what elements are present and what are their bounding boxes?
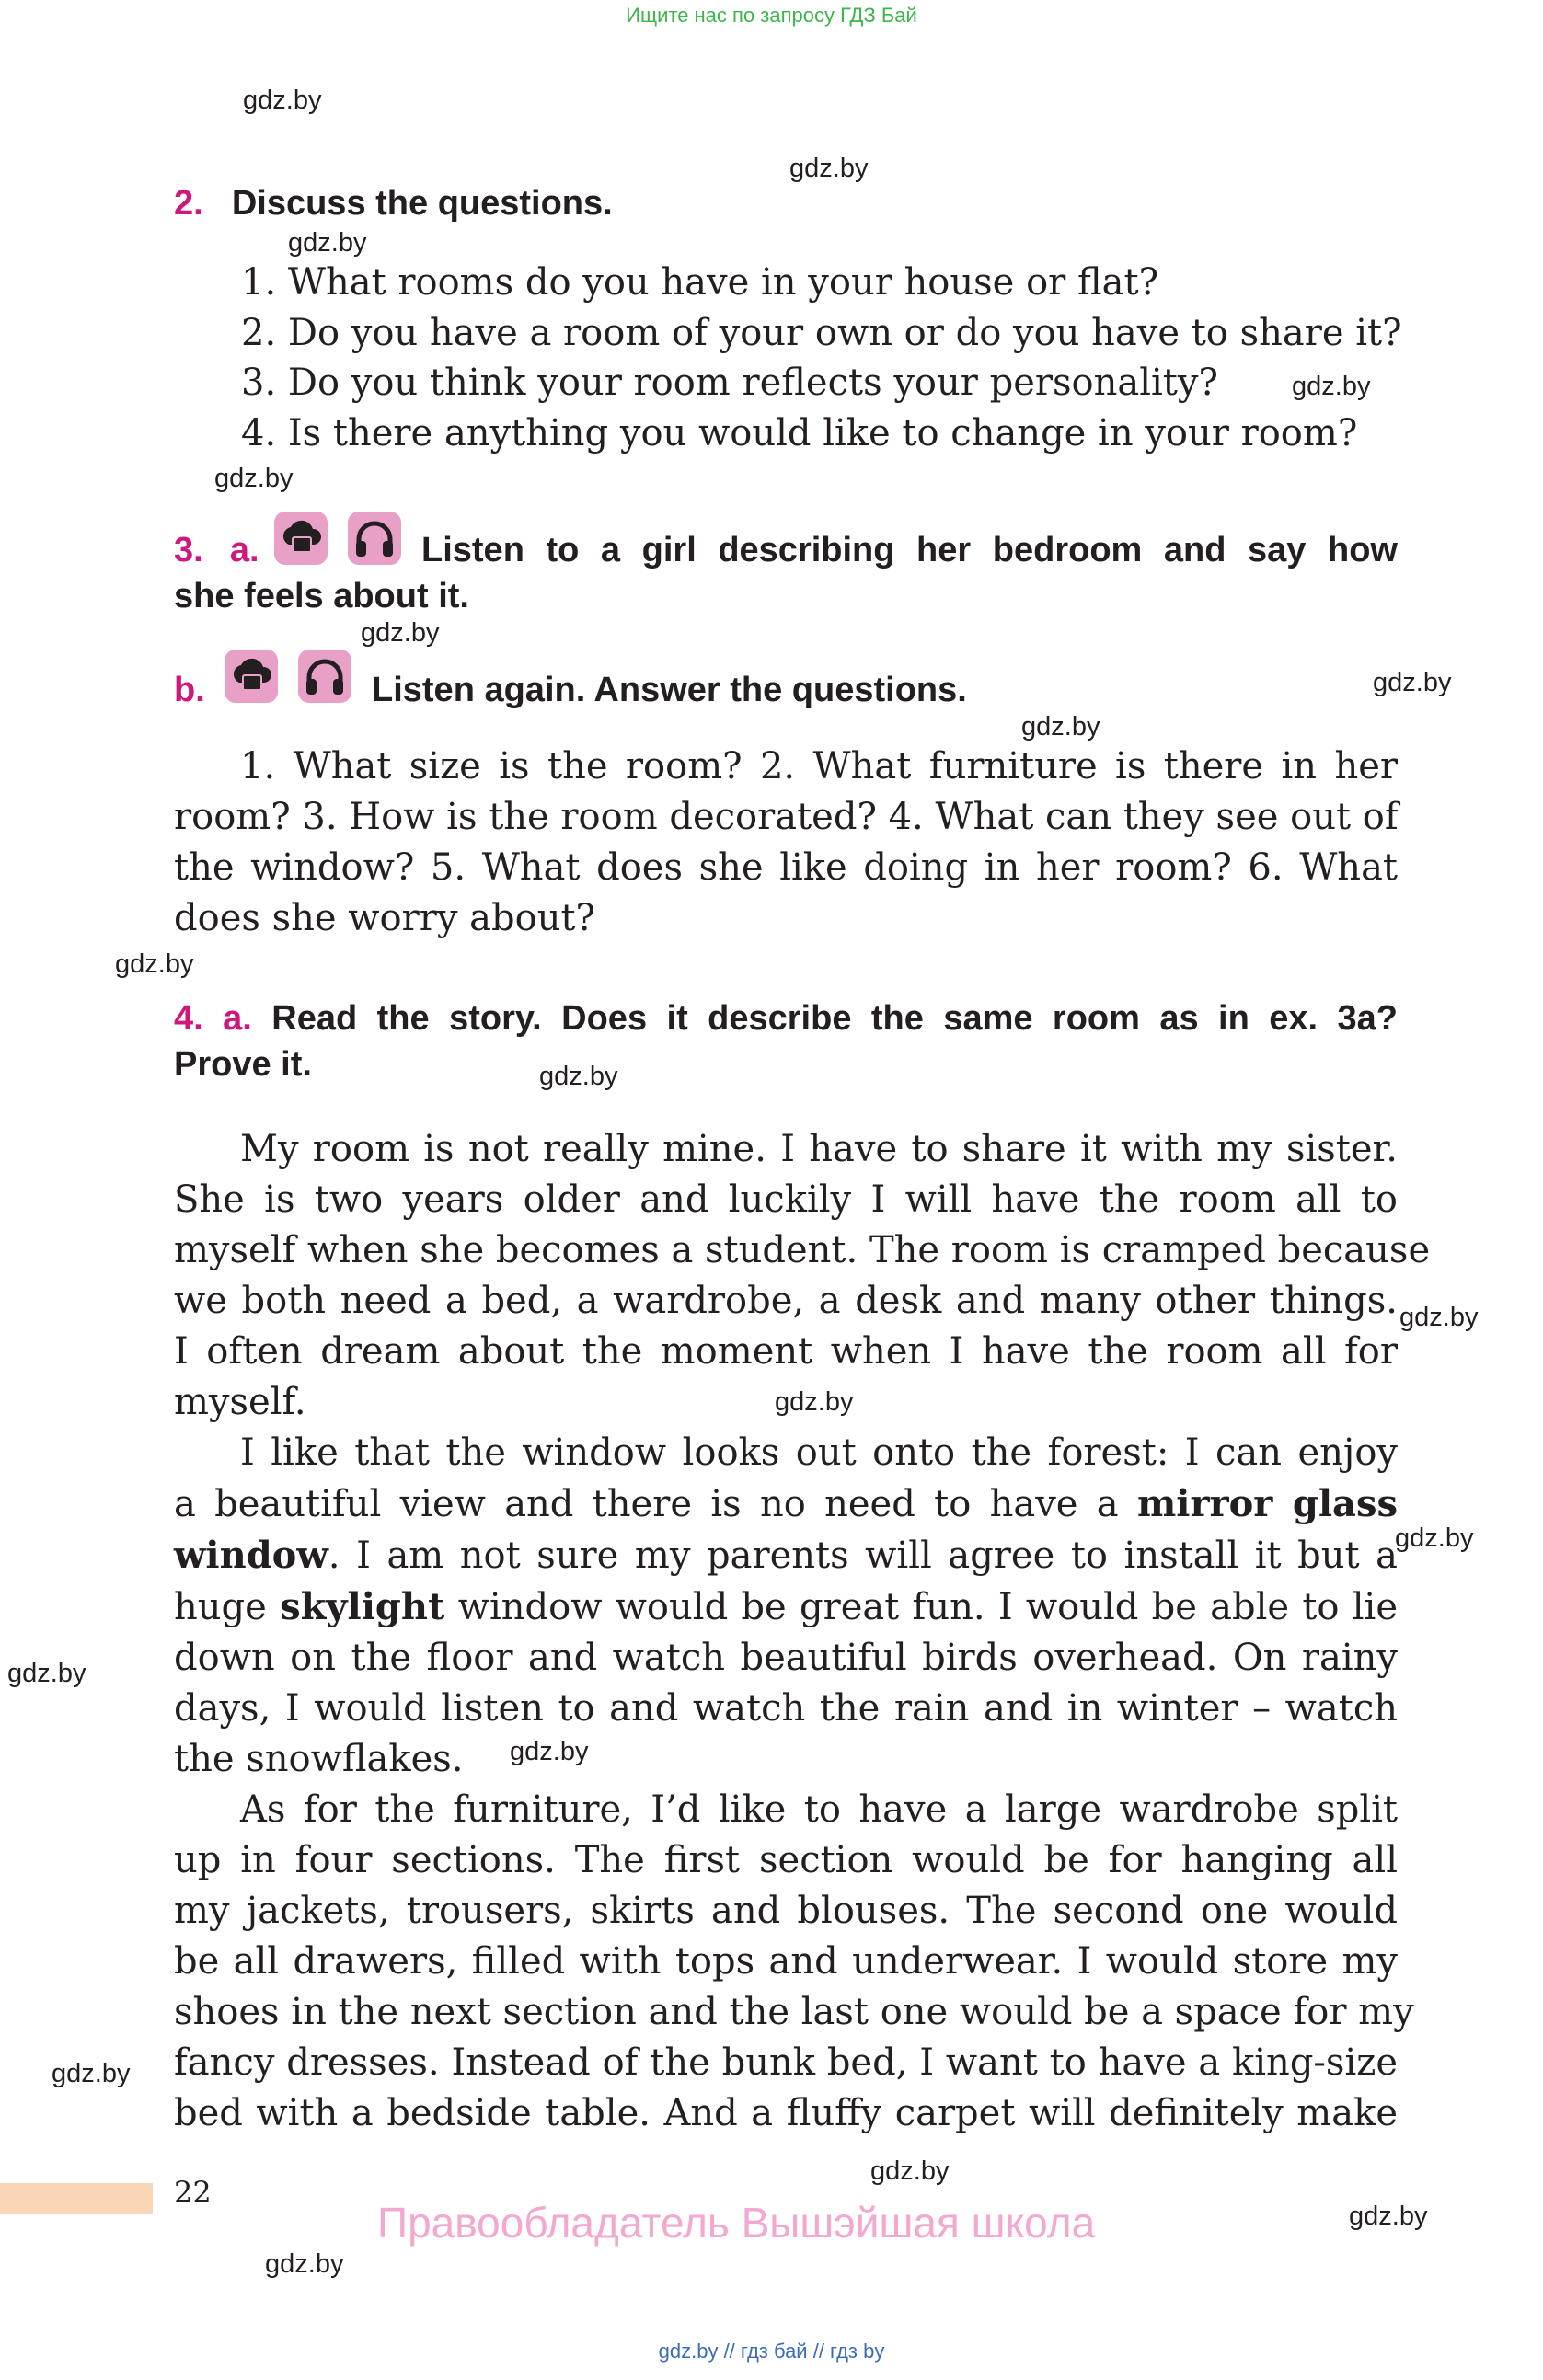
watermark: gdz.by bbox=[510, 1737, 589, 1766]
watermark: gdz.by bbox=[361, 618, 440, 648]
watermark: gdz.by bbox=[775, 1387, 854, 1417]
exercise-2-heading bbox=[174, 180, 613, 226]
text-line: shoes in the next section and the last one would be a space for my bbox=[174, 1991, 1414, 2033]
headphones-icon[interactable] bbox=[348, 512, 401, 565]
exercise-instruction-cont: Prove it. bbox=[174, 1045, 312, 1084]
exercise-instruction: Read the story. Does it describe the same room as in ex. 3a? bbox=[271, 999, 1398, 1038]
exercise-number: 4. bbox=[174, 999, 203, 1038]
watermark: gdz.by bbox=[870, 2156, 950, 2186]
copyright-holder: Правообладатель Вышэйшая школа bbox=[377, 2199, 1096, 2247]
text-line: down on the floor and watch beautiful birds overhead. On rainy bbox=[174, 1637, 1398, 1679]
text-line: As for the furniture, I’d like to have a large wardrobe split bbox=[240, 1788, 1398, 1831]
watermark: gdz.by bbox=[288, 228, 367, 258]
text-line: window. I am not sure my parents will agree to install it but a bbox=[174, 1534, 1398, 1577]
exercise-3b-questions bbox=[174, 742, 1398, 944]
headphones-icon[interactable] bbox=[298, 650, 351, 703]
text-line: She is two years older and luckily I will have the room all to bbox=[174, 1179, 1398, 1221]
cloud-download-icon[interactable] bbox=[274, 512, 328, 565]
text-line: the window? 5. What does she like doing in her room? 6. What bbox=[174, 846, 1398, 889]
watermark: gdz.by bbox=[115, 949, 194, 979]
exercise-instruction: Discuss the questions. bbox=[231, 184, 613, 223]
text-line: I often dream about the moment when I have the room all for bbox=[174, 1330, 1398, 1373]
watermark: gdz.by bbox=[1292, 372, 1371, 401]
page-tab bbox=[0, 2183, 153, 2214]
cloud-download-icon[interactable] bbox=[225, 650, 278, 703]
exercise-3b-instruction: Listen again. Answer the questions. bbox=[372, 671, 967, 709]
text-line: huge skylight window would be great fun. I would be able to lie bbox=[174, 1585, 1399, 1628]
watermark: gdz.by bbox=[1021, 712, 1100, 742]
text-line: a beautiful view and there is no need to have a mirror glass bbox=[174, 1482, 1398, 1525]
text-line: myself when she becomes a student. The room is cramped because bbox=[174, 1229, 1431, 1271]
text-line: fancy dresses. Instead of the bunk bed, I want to have a king-size bbox=[174, 2041, 1398, 2084]
bold-term: window bbox=[174, 1534, 328, 1577]
text-line: I like that the window looks out onto the forest: I can enjoy bbox=[240, 1431, 1398, 1474]
watermark: gdz.by bbox=[52, 2059, 131, 2088]
exercise-part-letter: a. bbox=[223, 999, 252, 1038]
exercise-part-letter: b. bbox=[174, 671, 205, 709]
bottom-links[interactable]: gdz.by // гдз бай // гдз by bbox=[658, 2340, 885, 2363]
text-line: up in four sections. The first section would be for hanging all bbox=[174, 1839, 1398, 1881]
text-line: be all drawers, filled with tops and underwear. I would store my bbox=[174, 1940, 1398, 1983]
exercise-3-number: 3. a. bbox=[174, 531, 259, 569]
exercise-3a-instruction-cont: she feels about it. bbox=[174, 577, 469, 615]
text-line: my jackets, trousers, skirts and blouses. The second one would bbox=[174, 1890, 1398, 1932]
watermark: gdz.by bbox=[214, 464, 294, 493]
text-line: My room is not really mine. I have to share it with my sister. bbox=[240, 1128, 1398, 1170]
bold-term: skylight bbox=[280, 1585, 445, 1628]
watermark: gdz.by bbox=[1395, 1523, 1474, 1553]
watermark: gdz.by bbox=[243, 86, 322, 115]
bold-term: mirror glass bbox=[1136, 1482, 1398, 1525]
text-line: 1. What size is the room? 2. What furniture is there in her bbox=[240, 745, 1398, 788]
exercise-4-heading bbox=[174, 995, 1398, 1087]
exercise-3a-instruction: Listen to a girl describing her bedroom and say how bbox=[421, 531, 1398, 569]
watermark: gdz.by bbox=[1373, 668, 1452, 697]
watermark: gdz.by bbox=[1399, 1303, 1479, 1332]
watermark: gdz.by bbox=[7, 1659, 86, 1688]
text-line: days, I would listen to and watch the rain and in winter – watch bbox=[174, 1687, 1398, 1730]
text-line: myself. bbox=[174, 1381, 306, 1423]
text-line: the snowflakes. bbox=[174, 1738, 464, 1780]
question-item: 2. Do you have a room of your own or do you have to share it? bbox=[241, 312, 1402, 354]
top-banner: Ищите нас по запросу ГДЗ Бай bbox=[626, 4, 917, 27]
exercise-part-letter: a. bbox=[229, 531, 259, 569]
question-item: 4. Is there anything you would like to change in your room? bbox=[241, 412, 1358, 454]
exercise-number: 2. bbox=[174, 184, 203, 223]
watermark: gdz.by bbox=[789, 154, 869, 183]
page-number: 22 bbox=[174, 2175, 212, 2210]
text-line: does she worry about? bbox=[174, 897, 595, 939]
watermark: gdz.by bbox=[265, 2249, 344, 2279]
watermark: gdz.by bbox=[1349, 2202, 1428, 2231]
question-item: 3. Do you think your room reflects your personality? bbox=[241, 362, 1218, 404]
text-line: bed with a bedside table. And a fluffy carpet will definitely make bbox=[174, 2092, 1398, 2134]
text-line: room? 3. How is the room decorated? 4. What can they see out of bbox=[174, 796, 1399, 838]
story-text bbox=[174, 1124, 1431, 2139]
question-item: 1. What rooms do you have in your house or flat? bbox=[241, 261, 1159, 304]
watermark: gdz.by bbox=[539, 1062, 618, 1091]
text-line: we both need a bed, a wardrobe, a desk and many other things. bbox=[174, 1280, 1398, 1322]
